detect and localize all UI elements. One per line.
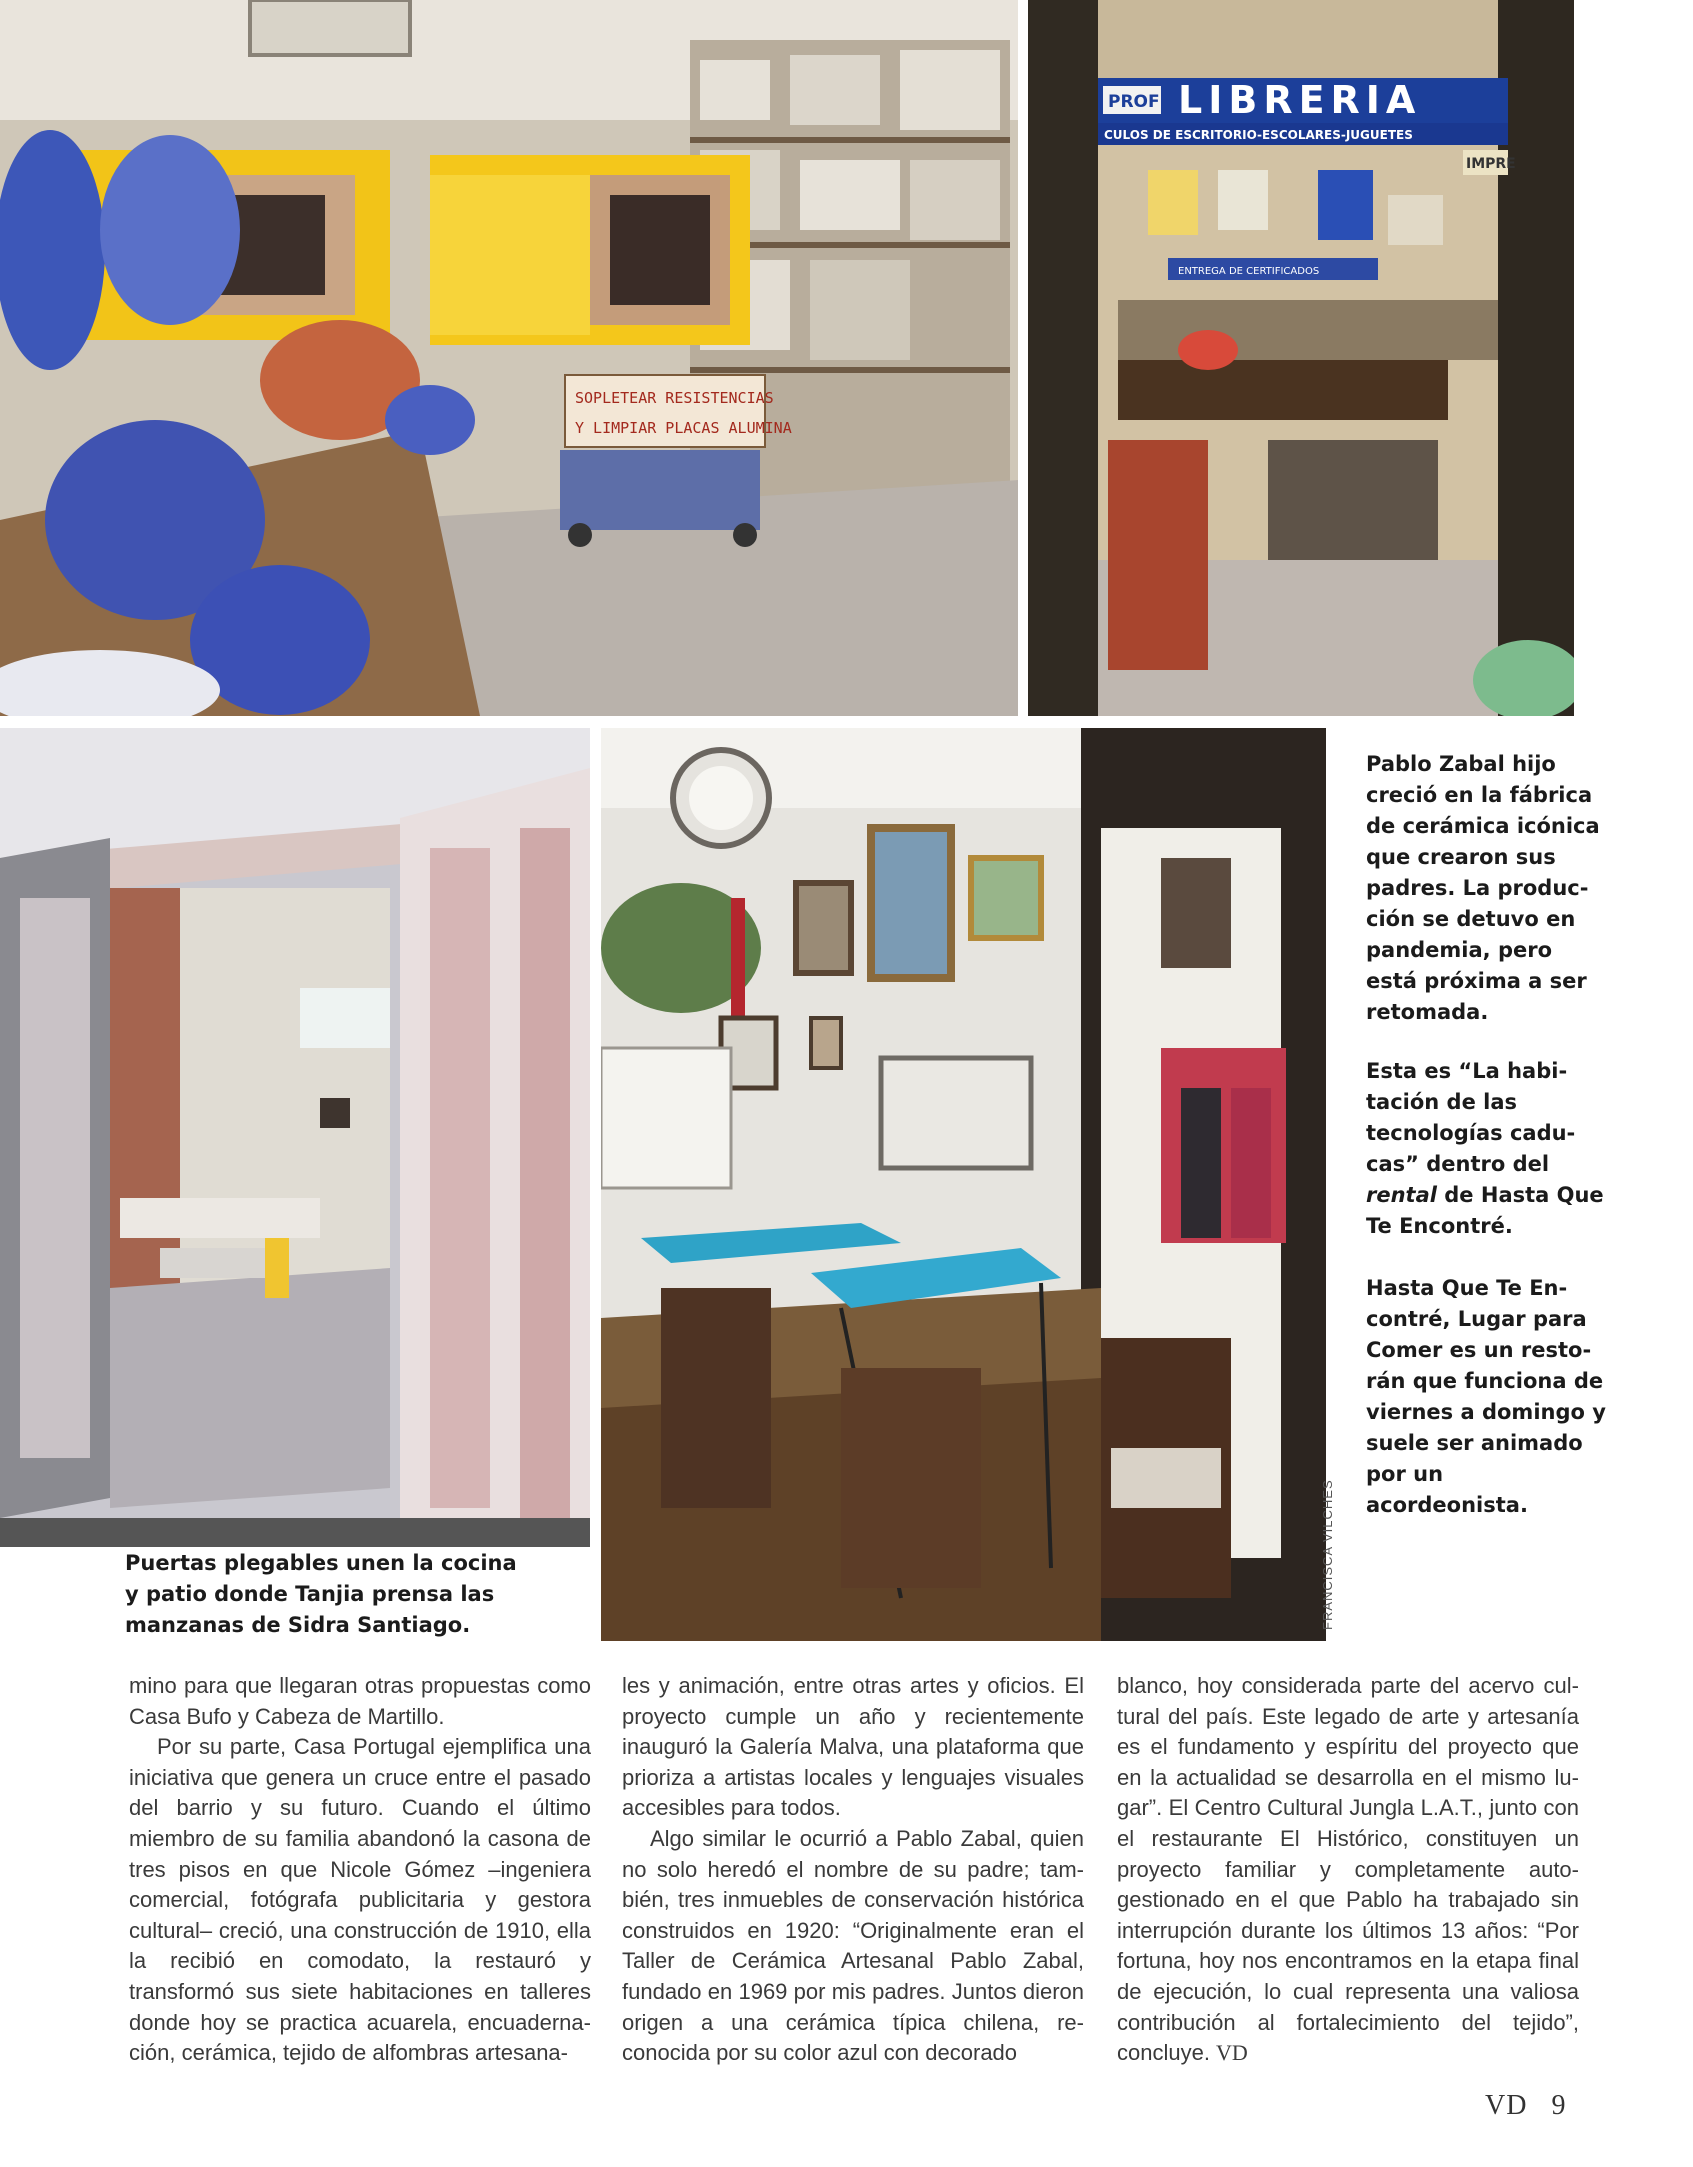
body-column-3 [1117,1671,1579,2069]
body-column-1 [129,1671,591,2069]
library-banner-subtitle: CULOS DE ESCRITORIO-ESCOLARES-JUGUETES [1104,128,1413,142]
caption-room-italic: rental [1366,1183,1437,1207]
paragraph-text: blanco, hoy considerada parte del acervo cultural del país. Este legado de arte y artesanía es el fundamento y espíritu del proyecto que en la actualidad se desarrolla en el mismo lugar”. El Centro Cultural Jungla L.A.T., junto con el restaurante El Histórico, constituyen un proyecto familiar y completamente autogestionado en el que Pablo ha trabajado sin interrupción durante los últimos 13 años: “Por fortuna, hoy nos encontramos en la etapa final de ejecución, lo cual representa una valiosa contribución al fortalecimiento del tejido”, concluye. [1117,1673,1579,2066]
paragraph: Algo similar le ocurrió a Pablo Zabal, quien no solo heredó el nombre de su padre; también, tres inmuebles de conservación histórica construidos en 1920: “Originalmente eran el Taller de Cerámica Artesanal Pablo Zabal, fundado en 1969 por mis padres. Juntos dieron origen a una cerámica típica chilena, reconocida por su color azul con decorado [622,1825,1084,2066]
caption-room-text-2: de Hasta Que Te Encontré. [1366,1183,1604,1238]
caption-pablo-zabal: Pablo Zabal hijo creció en la fábrica de cerámica icónica que crearon sus padres. La producción se detuvo en pandemia, pero está próxima a ser retomada. [1366,752,1600,1024]
dining-room-photo [601,728,1326,1641]
library-sign-certificates: ENTREGA DE CERTIFICADOS [1178,266,1320,277]
paragraph: Por su parte, Casa Portugal ejemplifica una iniciativa que genera un cruce entre el pasado del barrio y su futuro. Cuando el último miembro de su familia abandonó la casona de tres pisos en que Nicole Gómez –ingeniera comercial, fotógrafa publicitaria y gestora cultural– creció, una construcción de 1910, ella la recibió en comodato, la restauró y transformó sus siete habitaciones en talleres donde hoy se practica acuarela, encuadernación, cerámica, tejido de alfombras artesana- [129,1734,591,2066]
caption-obsolete-tech-room [1366,1056,1606,1242]
ceramics-workshop-photo [0,0,1018,716]
library-sign-impre: IMPRE [1466,156,1516,172]
caption-folding-doors: Puertas plegables unen la cocina y patio donde Tanjia prensa las manzanas de Sidra Santiago. [125,1551,517,1637]
photo-credit: FRANCISCA VILCHES [1320,1479,1335,1630]
library-banner-title: LIBRERIA [1178,78,1422,122]
library-banner-prof: PROF [1108,92,1160,112]
magazine-logo: VD [1485,2090,1528,2121]
page-number: 9 [1551,2090,1566,2121]
workshop-sign-line-1: SOPLETEAR RESISTENCIAS [575,389,774,407]
workshop-sign-line-2: Y LIMPIAR PLACAS ALUMINA [575,419,792,437]
page-folio [1485,2090,1565,2122]
vintage-library-photo [1028,0,1574,716]
caption-restaurant: Hasta Que Te Encontré, Lugar para Comer es un restorán que funciona de viernes a domingo y suele ser animado por un acordeonista. [1366,1276,1606,1517]
paragraph: les y animación, entre otras artes y oficios. El proyecto cumple un año y recientemente inauguró la Galería Malva, una plataforma que prioriza a artistas locales y lenguajes visuales accesibles para todos. [622,1673,1084,1821]
caption-room-text-1: Esta es “La habitación de las tecnologías caducas” dentro del [1366,1059,1576,1176]
paragraph [1117,1671,1579,2069]
body-column-2 [622,1671,1084,2069]
paragraph: mino para que llegaran otras propuestas como Casa Bufo y Cabeza de Martillo. [129,1673,591,1729]
folding-doors-photo [0,728,590,1547]
end-mark: VD [1215,2040,1248,2066]
